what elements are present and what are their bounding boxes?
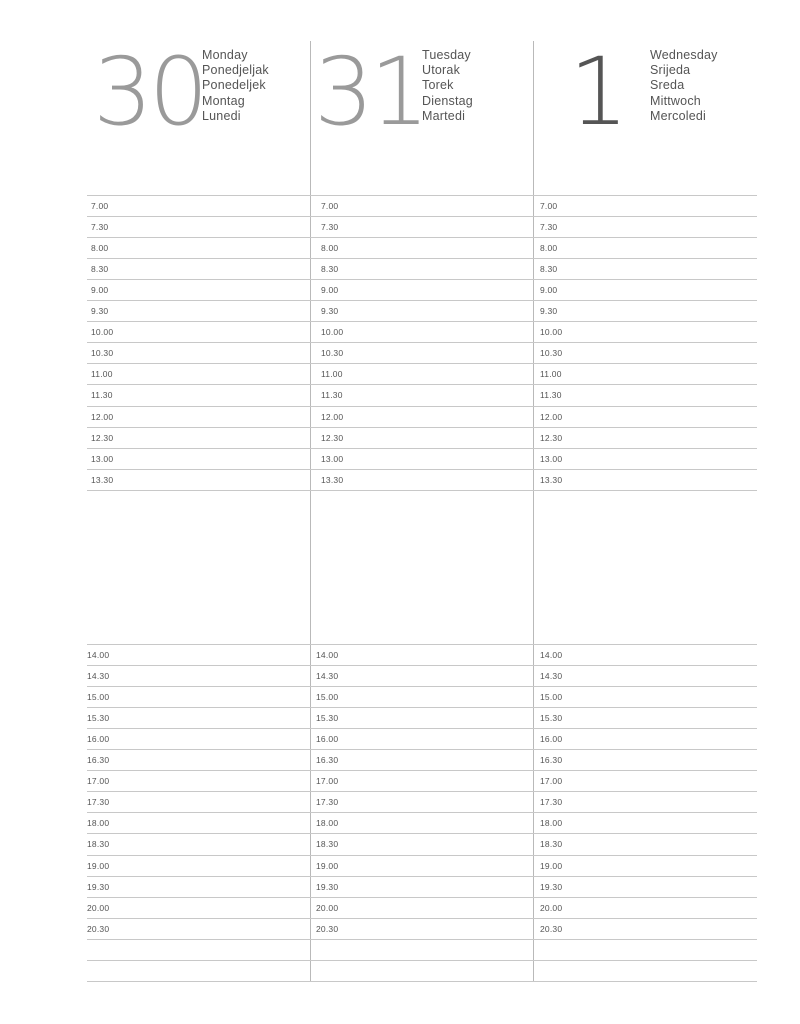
slot-line — [87, 939, 310, 940]
slot-line — [533, 686, 757, 687]
time-slot-label: 8.30 — [91, 264, 109, 275]
time-slot-label: 8.00 — [91, 243, 109, 254]
slot-line — [87, 406, 310, 407]
slot-line — [310, 855, 533, 856]
slot-line — [87, 195, 310, 196]
slot-line — [533, 728, 757, 729]
slot-line — [310, 981, 533, 982]
slot-line — [310, 258, 533, 259]
slot-line — [87, 686, 310, 687]
slot-line — [310, 728, 533, 729]
time-slot-label: 12.30 — [321, 432, 344, 443]
slot-line — [310, 406, 533, 407]
slot-line — [533, 195, 757, 196]
time-slot-label: 16.30 — [540, 755, 563, 766]
time-slot-label: 8.00 — [540, 243, 558, 254]
day-number: 30 — [93, 38, 205, 147]
slot-line — [310, 770, 533, 771]
slot-line — [87, 321, 310, 322]
slot-line — [310, 833, 533, 834]
slot-line — [310, 300, 533, 301]
slot-line — [87, 490, 310, 491]
slot-line — [310, 918, 533, 919]
slot-line — [310, 897, 533, 898]
slot-line — [87, 791, 310, 792]
time-slot-label: 18.00 — [316, 818, 339, 829]
time-slot-label: 9.30 — [91, 306, 109, 317]
slot-line — [87, 448, 310, 449]
time-slot-label: 9.00 — [91, 285, 109, 296]
slot-line — [533, 897, 757, 898]
day-name-italian: Martedi — [422, 108, 466, 123]
slot-line — [533, 469, 757, 470]
time-slot-label: 10.30 — [540, 348, 563, 359]
slot-line — [310, 665, 533, 666]
slot-line — [310, 448, 533, 449]
slot-line — [87, 342, 310, 343]
slot-line — [87, 981, 310, 982]
time-slot-label: 11.00 — [540, 369, 562, 380]
time-slot-label: 19.30 — [316, 881, 339, 892]
time-slot-label: 12.00 — [91, 411, 114, 422]
time-slot-label: 7.00 — [91, 201, 109, 211]
time-slot-label: 16.00 — [87, 734, 110, 745]
time-slot-label: 10.00 — [321, 327, 344, 338]
time-slot-label: 17.30 — [316, 797, 339, 808]
slot-line — [310, 384, 533, 385]
time-slot-label: 16.30 — [316, 755, 339, 766]
time-slot-label: 11.30 — [321, 390, 343, 401]
time-slot-label: 9.00 — [540, 285, 558, 296]
slot-line — [87, 728, 310, 729]
time-slot-label: 19.30 — [540, 881, 563, 892]
time-slot-label: 13.00 — [91, 453, 114, 464]
slot-line — [87, 897, 310, 898]
slot-line — [310, 749, 533, 750]
day-name-english: Tuesday — [422, 48, 471, 62]
slot-line — [87, 279, 310, 280]
time-slot-label: 8.30 — [540, 264, 558, 275]
time-slot-label: 14.30 — [87, 671, 110, 682]
time-slot-label: 15.30 — [316, 713, 339, 724]
slot-line — [87, 469, 310, 470]
slot-line — [533, 833, 757, 834]
time-slot-label: 17.00 — [316, 776, 339, 787]
slot-line — [533, 876, 757, 877]
time-slot-label: 10.00 — [540, 327, 563, 338]
slot-line — [310, 195, 533, 196]
time-slot-label: 8.00 — [321, 243, 339, 254]
time-slot-label: 15.00 — [540, 692, 563, 703]
time-slot-label: 7.30 — [321, 222, 339, 233]
time-slot-label: 9.30 — [540, 306, 558, 317]
day-header-monday — [87, 40, 310, 190]
time-slot-label: 19.30 — [87, 881, 110, 892]
slot-line — [87, 812, 310, 813]
day-name-english: Wednesday — [650, 48, 718, 62]
time-slot-label: 13.00 — [540, 453, 563, 464]
time-slot-label: 13.00 — [321, 453, 344, 464]
time-slot-label: 11.30 — [540, 390, 562, 401]
day-name-slovenian: Sreda — [650, 78, 685, 93]
time-slot-label: 20.30 — [316, 923, 339, 934]
slot-line — [533, 237, 757, 238]
slot-line — [533, 279, 757, 280]
slot-line — [310, 812, 533, 813]
slot-line — [533, 342, 757, 343]
time-slot-label: 14.00 — [540, 650, 563, 660]
slot-line — [87, 833, 310, 834]
slot-line — [533, 855, 757, 856]
time-slot-label: 17.30 — [540, 797, 563, 808]
time-slot-label: 9.30 — [321, 306, 339, 317]
time-slot-label: 18.30 — [316, 839, 339, 850]
slot-line — [310, 644, 533, 645]
day-name-croatian: Utorak — [422, 63, 461, 78]
slot-line — [310, 939, 533, 940]
slot-line — [533, 791, 757, 792]
day-header-wednesday — [533, 40, 757, 190]
time-slot-label: 19.00 — [87, 860, 110, 871]
time-slot-label: 14.30 — [316, 671, 339, 682]
time-slot-label: 15.30 — [540, 713, 563, 724]
slot-line — [533, 448, 757, 449]
day-number: 1 — [569, 38, 625, 147]
time-slot-label: 19.00 — [316, 860, 339, 871]
time-slot-label: 20.00 — [87, 902, 110, 913]
slot-line — [87, 707, 310, 708]
slot-line — [87, 918, 310, 919]
time-slot-label: 16.00 — [316, 734, 339, 745]
day-name-slovenian: Ponedeljek — [202, 78, 266, 93]
time-slot-label: 10.00 — [91, 327, 114, 338]
slot-line — [87, 237, 310, 238]
time-slot-label: 12.30 — [540, 432, 563, 443]
time-slot-label: 20.30 — [540, 923, 563, 934]
slot-line — [310, 791, 533, 792]
slot-line — [87, 770, 310, 771]
slot-line — [87, 258, 310, 259]
slot-line — [310, 216, 533, 217]
day-name-italian: Mercoledi — [650, 108, 706, 123]
slot-line — [533, 216, 757, 217]
slot-line — [87, 427, 310, 428]
slot-line — [87, 363, 310, 364]
time-slot-label: 9.00 — [321, 285, 339, 296]
time-slot-label: 17.00 — [87, 776, 110, 787]
time-slot-label: 15.00 — [87, 692, 110, 703]
day-name-slovenian: Torek — [422, 78, 454, 93]
time-slot-label: 10.30 — [321, 348, 344, 359]
time-slot-label: 11.30 — [91, 390, 113, 401]
slot-line — [87, 855, 310, 856]
slot-line — [310, 490, 533, 491]
time-slot-label: 14.00 — [316, 650, 339, 660]
slot-line — [87, 384, 310, 385]
slot-line — [533, 406, 757, 407]
slot-line — [87, 960, 310, 961]
slot-line — [310, 342, 533, 343]
time-slot-label: 12.00 — [321, 411, 344, 422]
day-name-german: Montag — [202, 93, 245, 108]
time-slot-label: 14.00 — [87, 650, 110, 660]
time-slot-label: 16.30 — [87, 755, 110, 766]
slot-line — [310, 237, 533, 238]
slot-line — [310, 427, 533, 428]
time-slot-label: 15.00 — [316, 692, 339, 703]
time-slot-label: 18.00 — [540, 818, 563, 829]
slot-line — [87, 216, 310, 217]
time-slot-label: 7.30 — [540, 222, 558, 233]
slot-line — [310, 960, 533, 961]
day-name-italian: Lunedi — [202, 108, 241, 123]
slot-line — [310, 707, 533, 708]
day-name-english: Monday — [202, 48, 248, 62]
slot-line — [310, 686, 533, 687]
time-slot-label: 7.00 — [321, 201, 339, 211]
slot-line — [533, 363, 757, 364]
slot-line — [533, 321, 757, 322]
slot-line — [533, 960, 757, 961]
day-names — [422, 48, 473, 124]
time-slot-label: 11.00 — [321, 369, 343, 380]
time-slot-label: 16.00 — [540, 734, 563, 745]
slot-line — [533, 427, 757, 428]
day-name-german: Dienstag — [422, 93, 473, 108]
slot-line — [310, 363, 533, 364]
time-slot-label: 17.00 — [540, 776, 563, 787]
slot-line — [533, 770, 757, 771]
time-slot-label: 18.30 — [87, 839, 110, 850]
day-number: 31 — [314, 38, 426, 147]
slot-line — [533, 981, 757, 982]
time-slot-label: 11.00 — [91, 369, 113, 380]
time-slot-label: 18.30 — [540, 839, 563, 850]
slot-line — [533, 812, 757, 813]
day-name-croatian: Srijeda — [650, 63, 691, 78]
slot-line — [533, 918, 757, 919]
time-slot-label: 12.00 — [540, 411, 563, 422]
time-slot-label: 20.00 — [540, 902, 563, 913]
slot-line — [87, 876, 310, 877]
slot-line — [533, 384, 757, 385]
time-slot-label: 13.30 — [91, 474, 114, 485]
day-names — [202, 48, 269, 124]
slot-line — [87, 749, 310, 750]
day-header-tuesday — [310, 40, 533, 190]
slot-line — [533, 490, 757, 491]
slot-line — [310, 321, 533, 322]
slot-line — [533, 707, 757, 708]
time-slot-label: 8.30 — [321, 264, 339, 275]
slot-line — [87, 644, 310, 645]
slot-line — [87, 665, 310, 666]
week-planner-page — [87, 0, 757, 1024]
time-slot-label: 10.30 — [91, 348, 114, 359]
slot-line — [533, 300, 757, 301]
time-slot-label: 12.30 — [91, 432, 114, 443]
slot-line — [533, 644, 757, 645]
time-slot-label: 15.30 — [87, 713, 110, 724]
day-names — [650, 48, 718, 124]
time-slot-label: 7.00 — [540, 201, 558, 211]
slot-line — [310, 469, 533, 470]
time-slot-label: 17.30 — [87, 797, 110, 808]
time-slot-label: 20.30 — [87, 923, 110, 934]
time-slot-label: 20.00 — [316, 902, 339, 913]
slot-line — [310, 279, 533, 280]
slot-line — [533, 749, 757, 750]
time-slot-label: 7.30 — [91, 222, 109, 233]
time-slot-label: 14.30 — [540, 671, 563, 682]
time-slot-label: 19.00 — [540, 860, 563, 871]
day-name-croatian: Ponedjeljak — [202, 63, 269, 78]
slot-line — [310, 876, 533, 877]
slot-line — [533, 939, 757, 940]
time-slot-label: 13.30 — [321, 474, 344, 485]
slot-line — [87, 300, 310, 301]
time-slot-label: 18.00 — [87, 818, 110, 829]
slot-line — [533, 665, 757, 666]
time-slot-label: 13.30 — [540, 474, 563, 485]
day-name-german: Mittwoch — [650, 93, 701, 108]
slot-line — [533, 258, 757, 259]
